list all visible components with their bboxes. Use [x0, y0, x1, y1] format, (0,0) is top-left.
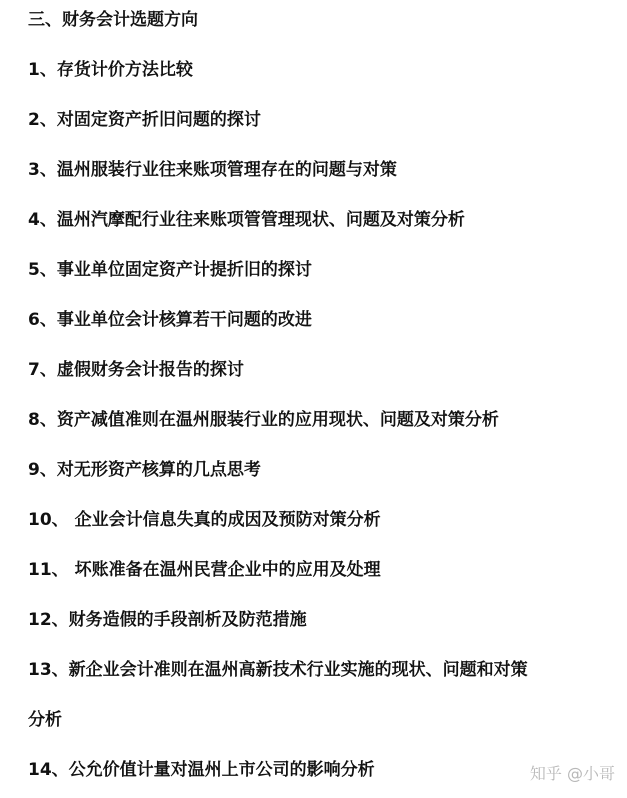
section-title: 三、财务会计选题方向 [28, 10, 198, 30]
topic-item: 13、新企业会计准则在温州高新技术行业实施的现状、问题和对策 [28, 660, 528, 680]
topic-item: 11、 坏账准备在温州民营企业中的应用及处理 [28, 560, 381, 580]
topic-item: 7、虚假财务会计报告的探讨 [28, 360, 244, 380]
topic-item-continuation: 分析 [28, 710, 62, 730]
topic-item: 9、对无形资产核算的几点思考 [28, 460, 261, 480]
topic-item: 12、财务造假的手段剖析及防范措施 [28, 610, 307, 630]
topic-item: 6、事业单位会计核算若干问题的改进 [28, 310, 312, 330]
topic-item: 4、温州汽摩配行业往来账项管管理现状、问题及对策分析 [28, 210, 465, 230]
topic-item: 1、存货计价方法比较 [28, 60, 193, 80]
topic-item: 10、 企业会计信息失真的成因及预防对策分析 [28, 510, 381, 530]
topic-item: 5、事业单位固定资产计提折旧的探讨 [28, 260, 312, 280]
topic-item: 2、对固定资产折旧问题的探讨 [28, 110, 261, 130]
topic-item: 3、温州服装行业往来账项管理存在的问题与对策 [28, 160, 397, 180]
topic-item: 14、公允价值计量对温州上市公司的影响分析 [28, 760, 375, 780]
topic-item: 8、资产减值准则在温州服装行业的应用现状、问题及对策分析 [28, 410, 499, 430]
watermark: 知乎 @小哥 [529, 764, 615, 783]
